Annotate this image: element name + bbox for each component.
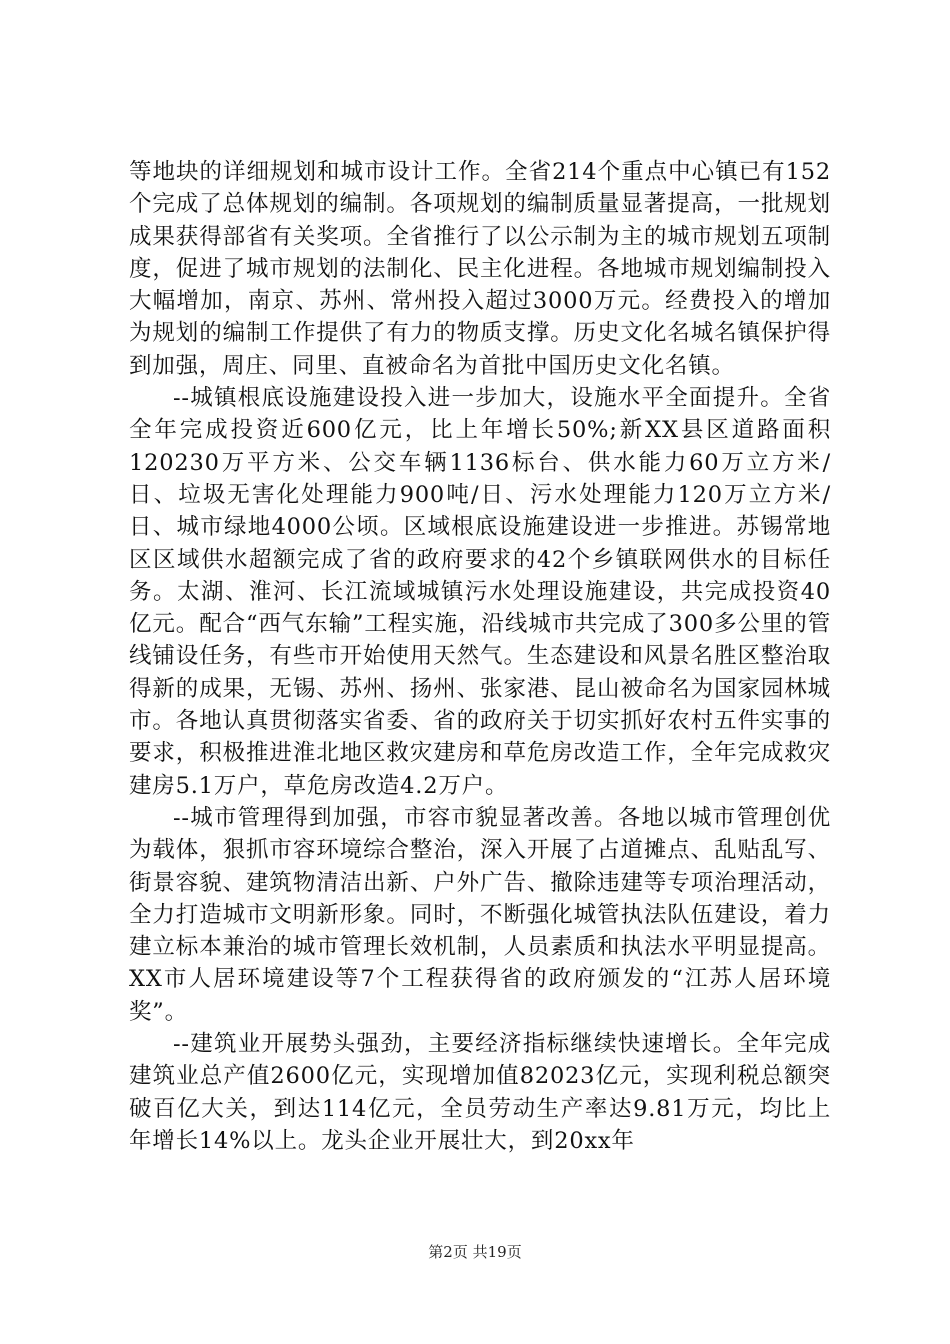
paragraph-planning: 等地块的详细规划和城市设计工作。全省214个重点中心镇已有152个完成了总体规划的编制。各项规划的编制质量显著提高，一批规划成果获得部省有关奖项。全省推行了以公示制为主的城市规划五项制度，促进了城市规划的法制化、民主化进程。各地城市规划编制投入大幅增加，南京、苏州、常州投入超过3000万元。经费投入的增加为规划的编制工作提供了有力的物质支撑。历史文化名城名镇保护得到加强，周庄、同里、直被命名为首批中国历史文化名镇。: [129, 159, 831, 379]
document-body: [129, 156, 831, 1157]
paragraph-infrastructure: --城镇根底设施建设投入进一步加大，设施水平全面提升。全省全年完成投资近600亿元，比上年增长50%;新XX县区道路面积120230万平方米、公交车辆1136标台、供水能力60万立方米/日、垃圾无害化处理能力900吨/日、污水处理能力120万立方米/日、城市绿地4000公顷。区域根底设施建设进一步推进。苏锡常地区区域供水超额完成了省的政府要求的42个乡镇联网供水的目标任务。太湖、淮河、长江流域城镇污水处理设施建设，共完成投资40亿元。配合“西气东输”工程实施，沿线城市共完成了300多公里的管线铺设任务，有些市开始使用天然气。生态建设和风景名胜区整治取得新的成果，无锡、苏州、扬州、张家港、昆山被命名为国家园林城市。各地认真贯彻落实省委、省的政府关于切实抓好农村五件实事的要求，积极推进淮北地区救灾建房和草危房改造工作，全年完成救灾建房5.1万户，草危房改造4.2万户。: [129, 385, 831, 799]
paragraph-city-management: --城市管理得到加强，市容市貌显著改善。各地以城市管理创优为载体，狠抓市容环境综合整治，深入开展了占道摊点、乱贴乱写、街景容貌、建筑物清洁出新、户外广告、撤除违建等专项治理活动，全力打造城市文明新形象。同时，不断强化城管执法队伍建设，着力建立标本兼治的城市管理长效机制，人员素质和执法水平明显提高。XX市人居环境建设等7个工程获得省的政府颁发的“江苏人居环境奖”。: [129, 804, 831, 1025]
page-number-footer: 第2页 共19页: [428, 1243, 522, 1261]
paragraph-construction-industry: --建筑业开展势头强劲，主要经济指标继续快速增长。全年完成建筑业总产值2600亿元，实现增加值82023亿元，实现利税总额突破百亿大关，到达114亿元，全员劳动生产率达9.81万元，均比上年增长14%以上。龙头企业开展壮大，到20xx年: [129, 1031, 831, 1154]
